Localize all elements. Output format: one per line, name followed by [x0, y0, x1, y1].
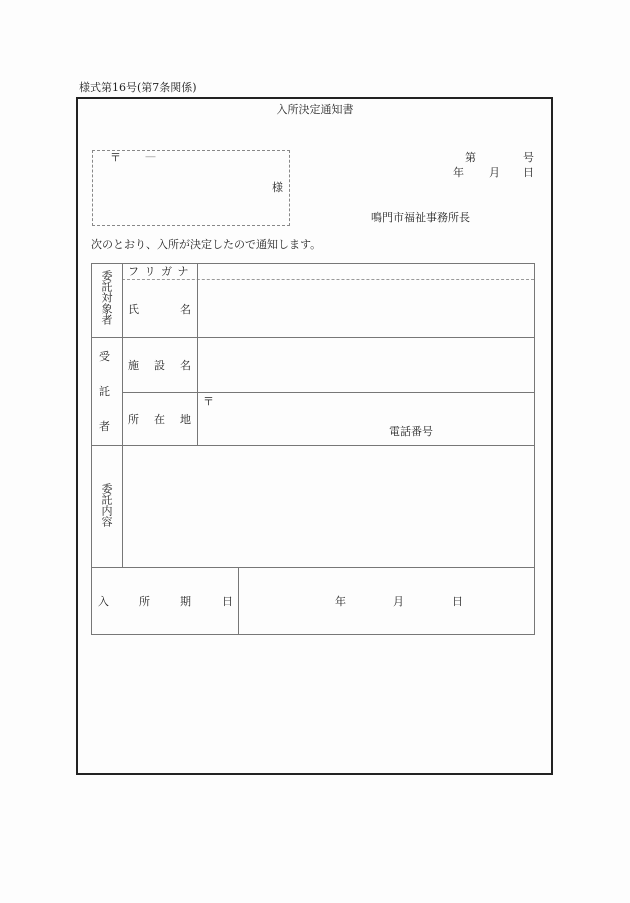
admission-date-label-1: 入	[98, 595, 109, 608]
admission-date-label-4: 日	[222, 595, 233, 608]
admission-date-label-3: 期	[180, 595, 191, 608]
admission-date-field[interactable]	[239, 568, 534, 634]
furigana-label: フ リ ガ ナ	[128, 265, 190, 278]
document-title: 入所決定通知書	[276, 103, 354, 116]
phone-label: 電話番号	[389, 425, 433, 438]
honorific-sama: 様	[272, 181, 283, 194]
postal-dash: —	[145, 150, 156, 163]
issuer-name: 鳴門市福祉事務所長	[371, 211, 470, 224]
admission-year: 年	[335, 595, 346, 608]
name-label-2: 名	[180, 303, 191, 316]
location-label-3: 地	[180, 413, 191, 426]
location-postal-mark: 〒	[203, 395, 214, 408]
facility-label-2: 設	[154, 359, 165, 372]
location-label-2: 在	[154, 413, 165, 426]
contract-content-label: 委託内容	[100, 483, 113, 527]
intro-text: 次のとおり、入所が決定したので通知します。	[91, 238, 322, 251]
issue-year: 年	[453, 166, 464, 179]
number-suffix: 号	[523, 151, 534, 164]
contractor-label-2: 託	[99, 385, 110, 398]
name-field[interactable]	[198, 280, 534, 337]
facility-name-field[interactable]	[198, 338, 534, 392]
contract-content-field[interactable]	[123, 446, 534, 567]
facility-label-1: 施	[128, 359, 139, 372]
postal-mark: 〒	[110, 151, 121, 164]
name-label-1: 氏	[128, 303, 139, 316]
contractor-label-1: 受	[99, 350, 110, 363]
issue-month: 月	[489, 166, 500, 179]
number-prefix: 第	[465, 151, 476, 164]
furigana-field[interactable]	[198, 264, 534, 279]
facility-label-3: 名	[180, 359, 191, 372]
location-label-1: 所	[128, 413, 139, 426]
location-field[interactable]	[198, 393, 534, 445]
admission-day: 日	[452, 595, 463, 608]
admission-month: 月	[393, 595, 404, 608]
contractor-label-3: 者	[99, 420, 110, 433]
admission-date-label-2: 所	[139, 595, 150, 608]
form-id: 様式第16号(第7条関係)	[79, 81, 197, 94]
subject-label: 委託対象者	[100, 270, 113, 325]
issue-day: 日	[523, 166, 534, 179]
recipient-address-box[interactable]	[92, 150, 290, 226]
